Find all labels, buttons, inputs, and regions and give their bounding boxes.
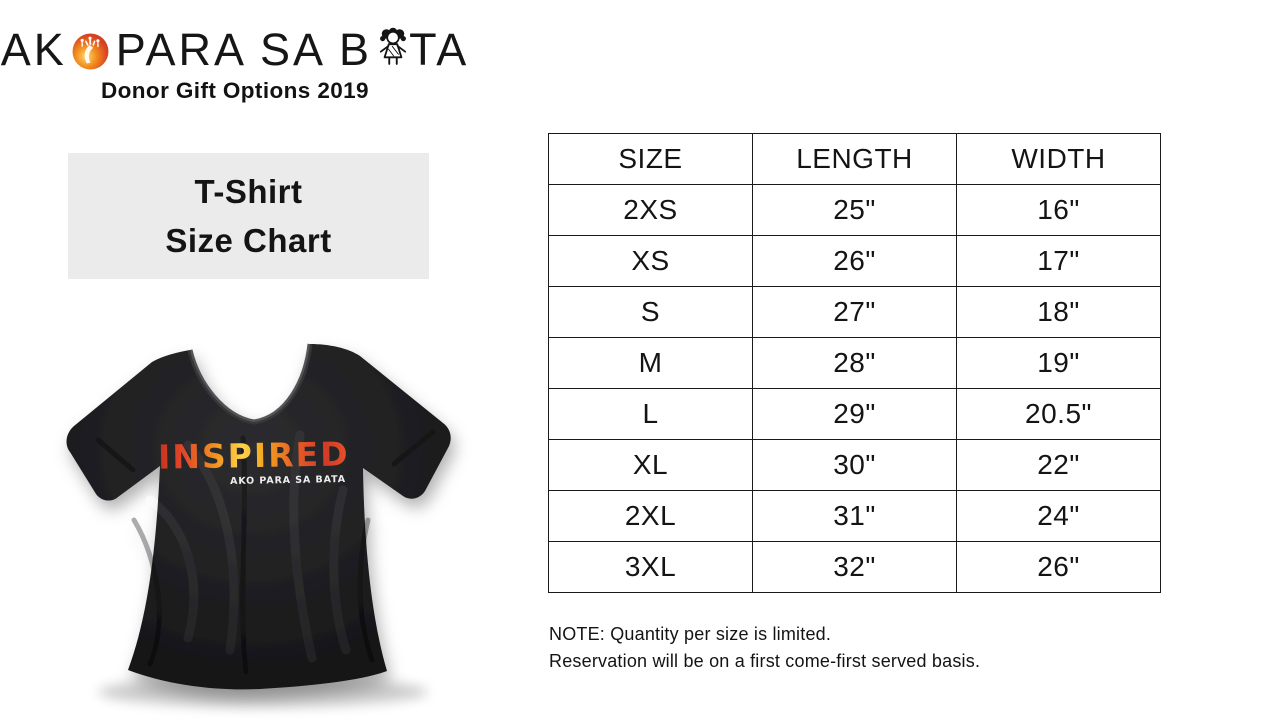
col-header-width: WIDTH xyxy=(957,134,1161,185)
table-row xyxy=(549,185,1161,236)
chart-title-line1: T-Shirt xyxy=(194,172,303,210)
shirt-print-subtitle: AKO PARA SA BATA xyxy=(229,474,347,488)
chart-title-line2: Size Chart xyxy=(165,221,332,259)
width-cell: 20.5" xyxy=(957,389,1161,440)
brand-text-parasab: PARA SA B xyxy=(115,24,373,75)
table-row xyxy=(549,440,1161,491)
brand-text-ta: TA xyxy=(409,24,470,75)
tshirt-product-image xyxy=(38,320,478,720)
size-cell: M xyxy=(549,338,753,389)
width-cell: 16" xyxy=(957,185,1161,236)
table-row xyxy=(549,389,1161,440)
col-header-size: SIZE xyxy=(549,134,753,185)
width-cell: 26" xyxy=(957,542,1161,593)
girl-doodle-icon xyxy=(378,26,408,68)
shirt-print-title: INSPIRED xyxy=(157,434,350,477)
table-row xyxy=(549,338,1161,389)
length-cell: 25" xyxy=(753,185,957,236)
table-row xyxy=(549,287,1161,338)
length-cell: 30" xyxy=(753,440,957,491)
width-cell: 24" xyxy=(957,491,1161,542)
chart-title-box xyxy=(68,153,429,279)
note-line1: NOTE: Quantity per size is limited. xyxy=(549,624,832,644)
length-cell: 26" xyxy=(753,236,957,287)
size-chart-table xyxy=(548,133,1161,593)
length-cell: 27" xyxy=(753,287,957,338)
width-cell: 19" xyxy=(957,338,1161,389)
note-line2: Reservation will be on a first come-first served basis. xyxy=(549,651,981,671)
width-cell: 22" xyxy=(957,440,1161,491)
length-cell: 32" xyxy=(753,542,957,593)
size-cell: XL xyxy=(549,440,753,491)
width-cell: 18" xyxy=(957,287,1161,338)
size-cell: 3XL xyxy=(549,542,753,593)
length-cell: 31" xyxy=(753,491,957,542)
brand-wordmark xyxy=(0,24,470,76)
col-header-length: LENGTH xyxy=(753,134,957,185)
table-row xyxy=(549,236,1161,287)
size-cell: 2XL xyxy=(549,491,753,542)
table-header-row xyxy=(549,134,1161,185)
note-block xyxy=(549,621,980,675)
table-row xyxy=(549,542,1161,593)
tshirt-body xyxy=(67,344,451,689)
length-cell: 29" xyxy=(753,389,957,440)
size-cell: 2XS xyxy=(549,185,753,236)
size-cell: S xyxy=(549,287,753,338)
brand-logo xyxy=(0,24,470,104)
width-cell: 17" xyxy=(957,236,1161,287)
brand-subtitle: Donor Gift Options 2019 xyxy=(101,78,369,103)
size-cell: XS xyxy=(549,236,753,287)
length-cell: 28" xyxy=(753,338,957,389)
brand-text-ak: AK xyxy=(0,24,67,75)
size-cell: L xyxy=(549,389,753,440)
globe-hand-icon xyxy=(72,33,109,70)
table-row xyxy=(549,491,1161,542)
